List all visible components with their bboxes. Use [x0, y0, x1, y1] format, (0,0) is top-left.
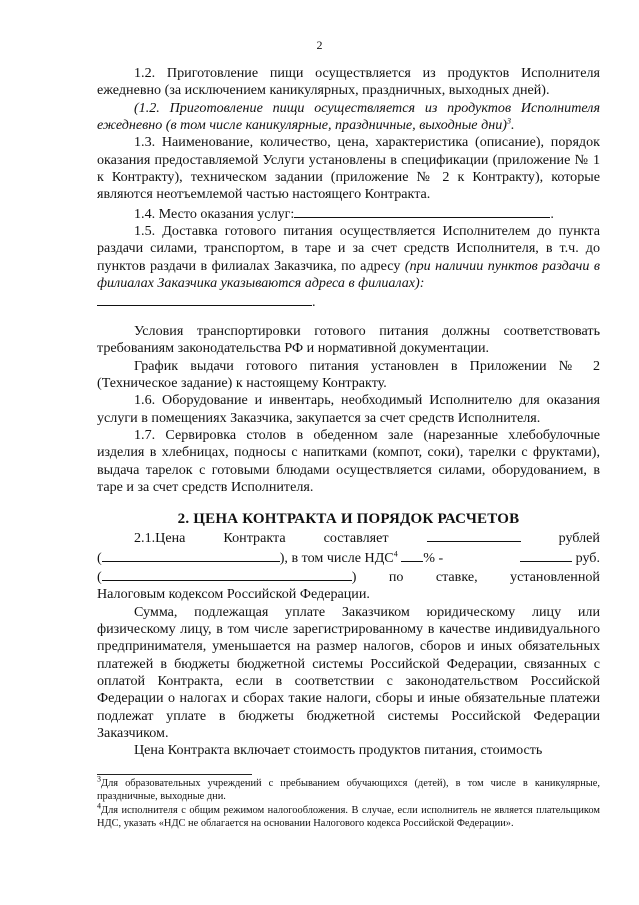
price-includes: Цена Контракта включает стоимость продуктов питания, стоимость: [134, 742, 543, 759]
clause-2-1-line-3: ( ) по ставке, установленной: [97, 568, 600, 585]
price-in-words-field[interactable]: [102, 548, 280, 562]
vat-in-words-field[interactable]: [102, 567, 352, 581]
service-location-field[interactable]: [294, 204, 550, 218]
vat-rate-field[interactable]: [401, 548, 423, 562]
clause-1-2: 1.2. Приготовление пищи осуществляется из продуктов Исполнителя ежедневно (за исключением каникулярных, праздничных, выходных дней).: [97, 65, 600, 99]
clause-1-2-alternative: (1.2. Приготовление пищи осуществляется из продуктов Исполнителя ежедневно (в том числе каникулярные, праздничные, выходные дни)$^3$.: [97, 99, 600, 134]
page-number: 2: [316, 38, 323, 52]
vat-amount-field[interactable]: [520, 548, 572, 562]
document-body: [97, 65, 600, 760]
section-2-title: 2. ЦЕНА КОНТРАКТА И ПОРЯДОК РАСЧЕТОВ: [177, 511, 520, 528]
footnote-separator: [97, 774, 252, 775]
clause-1-3: 1.3. Наименование, количество, цена, характеристика (описание), порядок оказания предоставляемой Услуги установлены в спецификации (приложение № 1 к Контракту), техническом задании (приложение № 2 к Контракту), которые являются неотъемлемой частью настоящего Контракта.: [97, 134, 600, 203]
delivery-schedule: График выдачи готового питания установлен в Приложении № 2 (Техническое задание) к настоящему Контракту.: [97, 357, 600, 391]
delivery-address-field[interactable]: [97, 292, 312, 306]
transport-conditions: Условия транспортировки готового питания должны соответствовать требованиям законодательства РФ и нормативной документации.: [97, 322, 600, 357]
clause-2-1-line-2: ( ), в том числе НДС$^4$ % - руб.: [97, 548, 600, 566]
clause-1-4: 1.4. Место оказания услуг: .: [134, 205, 554, 222]
clause-2-1-line-1: 2.1.Цена Контракта составляет рублей: [134, 530, 600, 547]
price-amount-field[interactable]: [427, 528, 521, 542]
footnote-4: $^4$Для исполнителя с общим режимом налогообложения. В случае, если исполнитель не является плательщиком НДС, указать «НДС не облагается на основании Налогового кодекса Российской Федерации».: [97, 801, 600, 830]
clause-2-1-tail: Налоговым кодексом Российской Федерации.: [97, 586, 370, 603]
clause-1-7: 1.7. Сервировка столов в обеденном зале (нарезанные хлебобулочные изделия в хлебницах, подносы с напитками (компот, соки), тарелки с фруктами), выдача тарелок с готовыми блюдами осуществляется силами, оборудованием, в таре и за счет средств Исполнителя.: [97, 426, 600, 495]
clause-1-6: 1.6. Оборудование и инвентарь, необходимый Исполнителю для оказания услуги в помещениях Заказчика, закупается за счет средств Исполнителя.: [97, 392, 600, 426]
payment-reduction: Сумма, подлежащая уплате Заказчиком юридическому лицу или физическому лицу, в том числе зарегистрированному в качестве индивидуального предпринимателя, уменьшается на размер налогов, сборов и иных обязательных платежей в бюджеты бюджетной системы Российской Федерации, связанных с оплатой Контракта, если в соответствии с законодательством Российской Федерации о налогах и сборах такие налоги, сборы и иные обязательные платежи подлежат уплате в бюджеты бюджетной системы Российской Федерации Заказчиком.: [97, 603, 600, 742]
clause-1-5: 1.5. Доставка готового питания осуществляется Исполнителем до пункта раздачи силами, транспортом, в таре и за счет средств Исполнителя, в т.ч. до пунктов раздачи в филиалах Заказчика, по адресу (при наличии пунктов раздачи в филиалах Заказчика указываются адреса в филиалах): .: [97, 223, 600, 311]
footnote-3: $^3$Для образовательных учреждений с пребыванием обучающихся (детей), в том числе в каникулярные, праздничные, выходные дни.: [97, 774, 600, 803]
